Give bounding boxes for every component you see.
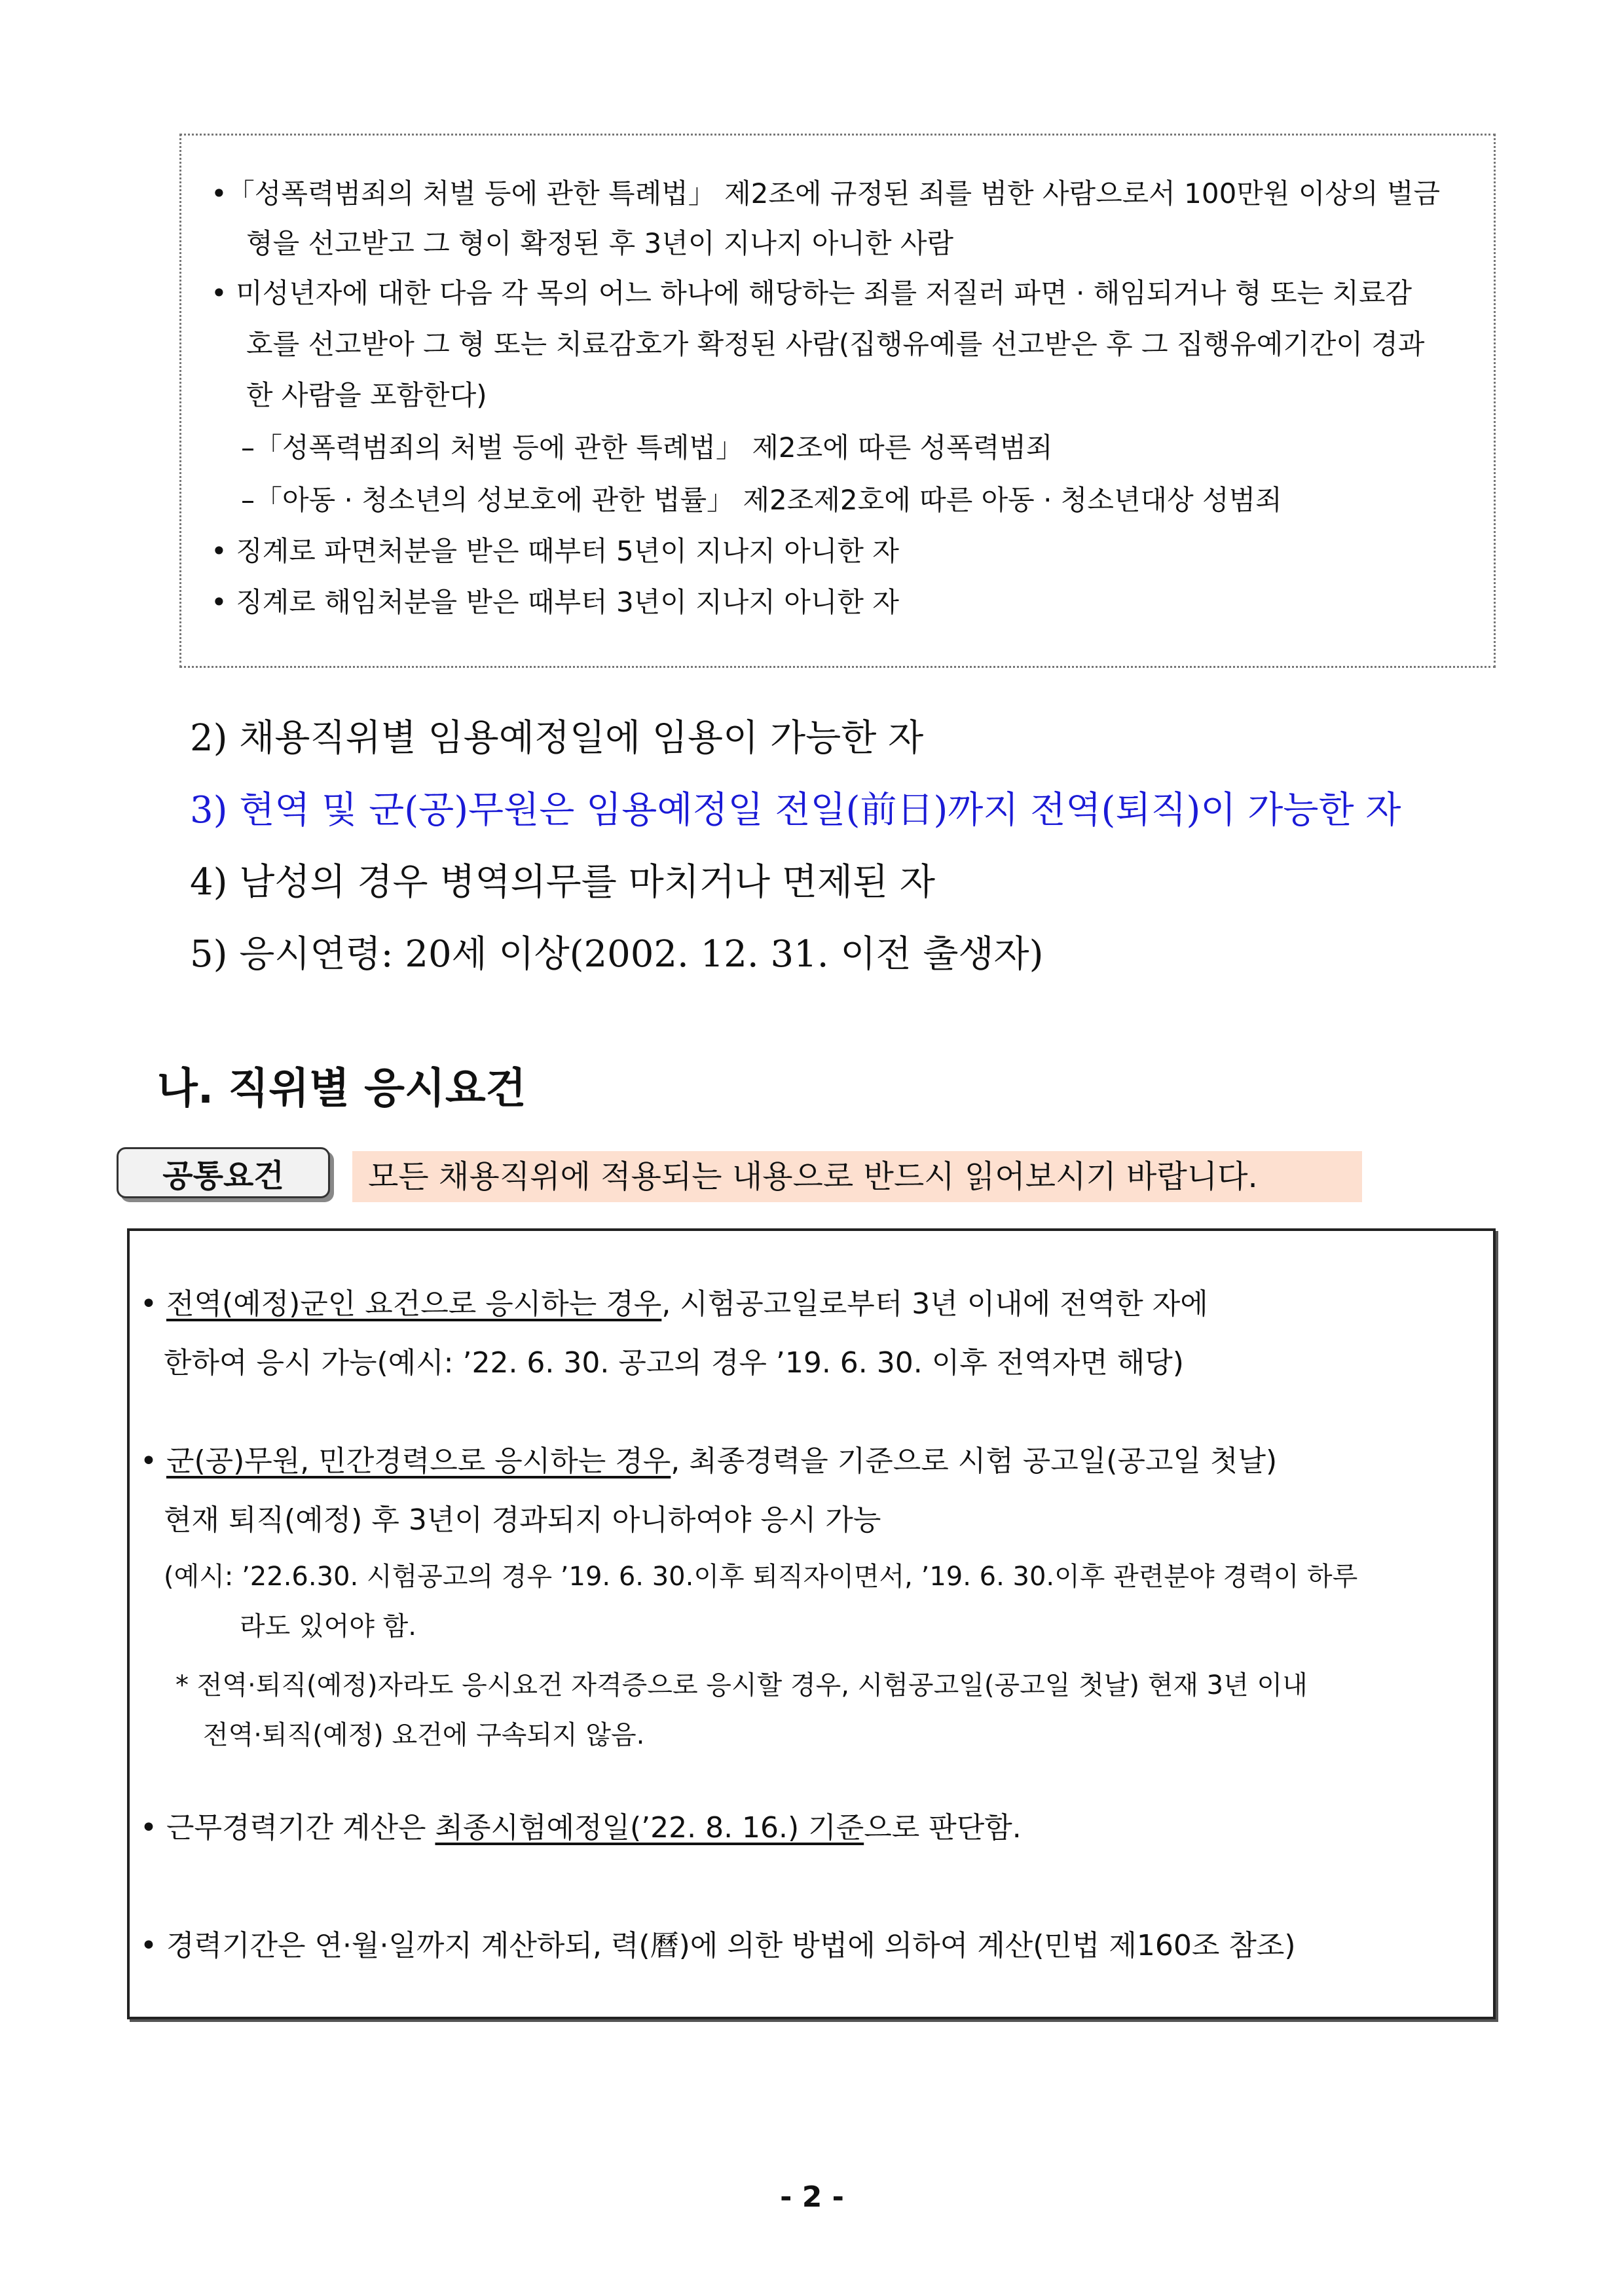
box1-line-2: 형을 선고받고 그 형이 확정된 후 3년이 지나지 아니한 사람 — [246, 227, 954, 259]
tab-label: 공통요건 — [162, 1157, 284, 1194]
box2-para-2-line-5: * 전역·퇴직(예정)자라도 응시요건 자격증으로 응시할 경우, 시험공고일(공고일 첫날) 현재 3년 이내 — [175, 1670, 1308, 1700]
box1-line-5: 한 사람을 포함한다) — [246, 379, 487, 411]
box2-para-1-line-2: 한하여 응시 가능(예시: ’22. 6. 30. 공고의 경우 ’19. 6. 30. 이후 전역자면 해당) — [164, 1346, 1184, 1380]
box2-para-2-line-2: 현재 퇴직(예정) 후 3년이 경과되지 아니하여야 응시 가능 — [164, 1503, 881, 1537]
text: , 시험공고일로부터 3년 이내에 전역한 자에 — [661, 1287, 1208, 1321]
underlined-phrase: 전역(예정)군인 요건으로 응시하는 경우 — [166, 1287, 662, 1321]
box2-para-2-line-6: 전역·퇴직(예정) 요건에 구속되지 않음. — [203, 1720, 645, 1750]
underlined-phrase: 군(공)무원, 민간경력으로 응시하는 경우 — [166, 1444, 671, 1478]
box2-para-2-line-4: 라도 있어야 함. — [240, 1611, 416, 1642]
box1-line-6: –「성폭력범죄의 처벌 등에 관한 특례법」 제2조에 따른 성폭력범죄 — [241, 431, 1053, 464]
box2-para-3 — [140, 1807, 1022, 1849]
box1-line-1: •「성폭력범죄의 처벌 등에 관한 특례법」 제2조에 규정된 죄를 범한 사람으로서 100만원 이상의 벌금 — [211, 177, 1441, 210]
underlined-phrase: 최종시험예정일(’22. 8. 16.) 기준 — [435, 1811, 864, 1845]
box2-para-4: • 경력기간은 연·월·일까지 계산하되, 력(曆)에 의한 방법에 의하여 계산(민법 제160조 참조) — [140, 1929, 1296, 1962]
bullet: • — [140, 1444, 157, 1478]
text: , 최종경력을 기준으로 시험 공고일(공고일 첫날) — [671, 1444, 1278, 1478]
box1-line-9: • 징계로 해임처분을 받은 때부터 3년이 지나지 아니한 자 — [211, 586, 899, 618]
text: • 근무경력기간 계산은 — [140, 1811, 435, 1845]
page-number: - 2 - — [780, 2180, 844, 2214]
box1-line-3: • 미성년자에 대한 다음 각 목의 어느 하나에 해당하는 죄를 저질러 파면 · 해임되거나 형 또는 치료감 — [211, 277, 1412, 309]
bullet: • — [140, 1287, 157, 1321]
box2-para-1-line-1 — [140, 1283, 1208, 1325]
text: 으로 판단함. — [864, 1811, 1022, 1845]
box1-line-4: 호를 선고받아 그 형 또는 치료감호가 확정된 사람(집행유예를 선고받은 후 그 집행유예기간이 경과 — [246, 328, 1425, 360]
common-requirements-tab — [117, 1147, 330, 1198]
requirement-2: 2) 채용직위별 임용예정일에 임용이 가능한 자 — [190, 717, 924, 760]
tab-note: 모든 채용직위에 적용되는 내용으로 반드시 읽어보시기 바랍니다. — [352, 1151, 1362, 1202]
section-heading: 나. 직위별 응시요건 — [157, 1065, 526, 1113]
box2-para-2-line-3: (예시: ’22.6.30. 시험공고의 경우 ’19. 6. 30.이후 퇴직자이면서, ’19. 6. 30.이후 관련분야 경력이 하루 — [164, 1562, 1358, 1592]
box1-line-8: • 징계로 파면처분을 받은 때부터 5년이 지나지 아니한 자 — [211, 535, 899, 567]
requirement-5: 5) 응시연령: 20세 이상(2002. 12. 31. 이전 출생자) — [190, 933, 1044, 976]
requirement-3: 3) 현역 및 군(공)무원은 임용예정일 전일(前日)까지 전역(퇴직)이 가능한 자 — [190, 789, 1401, 832]
requirement-4: 4) 남성의 경우 병역의무를 마치거나 면제된 자 — [190, 861, 936, 904]
box1-line-7: –「아동 · 청소년의 성보호에 관한 법률」 제2조제2호에 따른 아동 · 청소년대상 성범죄 — [241, 484, 1282, 516]
box2-para-2-line-1 — [140, 1441, 1277, 1482]
